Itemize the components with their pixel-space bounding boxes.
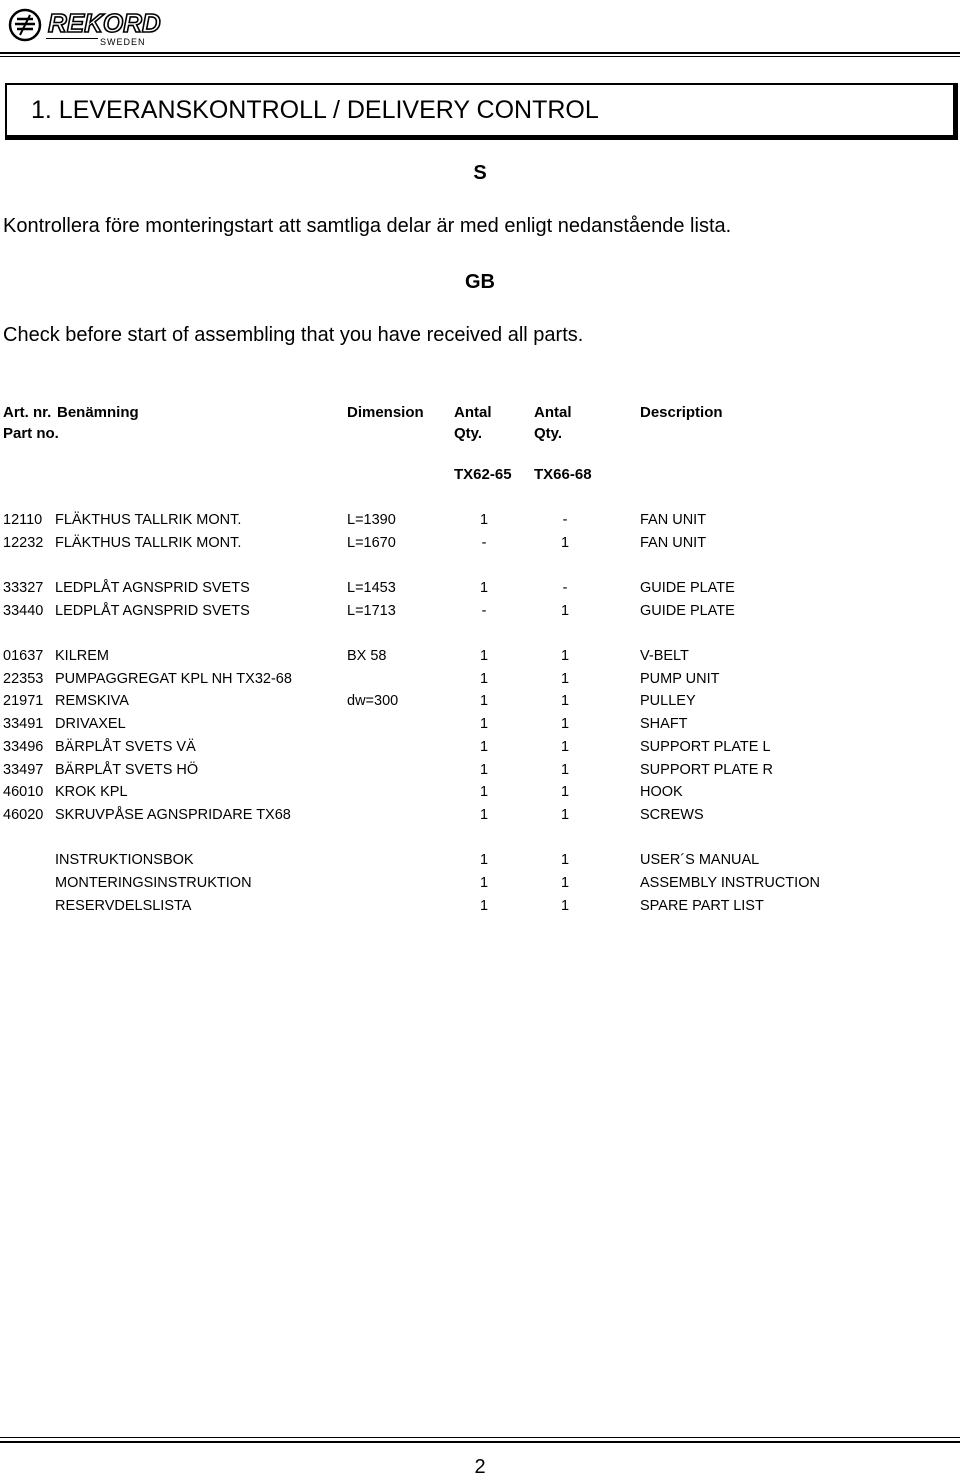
row-qty-tx66-68: - [562,512,568,528]
row-name: BÄRPLÅT SVETS VÄ [55,739,196,755]
header-rule [0,52,960,54]
header-qty2-en: Qty. [534,425,563,442]
row-description: HOOK [640,784,683,800]
header-qty2-sv: Antal [534,404,572,421]
row-name: SKRUVPÅSE AGNSPRIDARE TX68 [55,807,291,823]
row-qty-tx62-65: 1 [479,875,489,891]
row-dimension: L=1713 [347,603,396,619]
row-qty-tx62-65: 1 [479,716,489,732]
row-dimension: L=1390 [347,512,396,528]
brand-sub: SWEDEN [100,37,146,47]
row-art-no: 46010 [3,784,44,800]
row-dimension: dw=300 [347,693,399,709]
row-description: GUIDE PLATE [640,580,735,596]
header-dimension: Dimension [347,404,424,421]
row-description: FAN UNIT [640,512,707,528]
header-qty1-sv: Antal [454,404,492,421]
header-description: Description [640,404,723,421]
row-name: PUMPAGGREGAT KPL NH TX32-68 [55,671,292,687]
header-model-tx62-65: TX62-65 [454,466,512,483]
row-art-no: 33497 [3,762,44,778]
row-qty-tx62-65: 1 [479,512,489,528]
lang-label-s: S [473,162,487,184]
row-qty-tx62-65: 1 [479,671,489,687]
row-qty-tx66-68: 1 [560,603,570,619]
lang-label-gb: GB [465,271,495,293]
header-part-no: Part no. [3,425,59,442]
table-row [0,714,960,734]
row-art-no: 12232 [3,535,44,551]
row-qty-tx62-65: 1 [479,807,489,823]
row-qty-tx66-68: 1 [560,875,570,891]
row-art-no: 46020 [3,807,44,823]
table-row [0,782,960,802]
brand-name: REKORD [48,8,161,38]
row-name: INSTRUKTIONSBOK [55,852,194,868]
row-name: MONTERINGSINSTRUKTION [55,875,252,891]
row-qty-tx66-68: 1 [560,762,570,778]
header-art-no: Art. nr. [3,404,52,421]
table-row [0,669,960,689]
row-name: KROK KPL [55,784,128,800]
row-qty-tx66-68: 1 [560,671,570,687]
row-qty-tx66-68: 1 [560,716,570,732]
row-description: GUIDE PLATE [640,603,735,619]
table-row [0,578,960,598]
row-qty-tx66-68: 1 [560,807,570,823]
page-number: 2 [474,1456,486,1478]
row-description: V-BELT [640,648,689,664]
table-row [0,533,960,553]
table-row [0,646,960,666]
row-qty-tx66-68: 1 [560,535,570,551]
table-row [0,601,960,621]
section-banner [5,83,958,140]
header-name: Benämning [57,404,139,421]
row-name: REMSKIVA [55,693,129,709]
row-name: FLÄKTHUS TALLRIK MONT. [55,512,242,528]
row-qty-tx62-65: 1 [479,762,489,778]
row-description: SUPPORT PLATE L [640,739,771,755]
row-name: RESERVDELSLISTA [55,898,192,914]
row-qty-tx66-68: 1 [560,898,570,914]
footer-rule [0,1441,960,1443]
row-qty-tx62-65: 1 [479,898,489,914]
table-row [0,873,960,893]
row-description: PULLEY [640,693,696,709]
row-qty-tx62-65: - [481,535,487,551]
section-title: 1. LEVERANSKONTROLL / DELIVERY CONTROL [31,96,599,124]
row-dimension: L=1670 [347,535,396,551]
row-art-no: 33440 [3,603,44,619]
table-row [0,760,960,780]
row-qty-tx66-68: - [562,580,568,596]
row-name: FLÄKTHUS TALLRIK MONT. [55,535,242,551]
row-art-no: 22353 [3,671,44,687]
row-art-no: 33496 [3,739,44,755]
row-description: ASSEMBLY INSTRUCTION [640,875,820,891]
header-model-tx66-68: TX66-68 [534,466,592,483]
row-qty-tx66-68: 1 [560,784,570,800]
row-description: SUPPORT PLATE R [640,762,773,778]
row-qty-tx62-65: 1 [479,739,489,755]
rekord-logo [6,6,161,48]
row-name: DRIVAXEL [55,716,126,732]
header-rule-thin [0,56,960,57]
table-row [0,805,960,825]
row-description: FAN UNIT [640,535,707,551]
row-qty-tx66-68: 1 [560,739,570,755]
row-qty-tx62-65: 1 [479,648,489,664]
row-dimension: L=1453 [347,580,396,596]
table-row [0,510,960,530]
row-qty-tx62-65: - [481,603,487,619]
row-art-no: 12110 [3,512,43,528]
table-row [0,896,960,916]
row-qty-tx66-68: 1 [560,852,570,868]
footer-rule-thin [0,1437,960,1438]
table-row [0,850,960,870]
row-description: SHAFT [640,716,688,732]
row-art-no: 33327 [3,580,44,596]
row-qty-tx66-68: 1 [560,693,570,709]
row-qty-tx62-65: 1 [479,852,489,868]
header-qty1-en: Qty. [454,425,483,442]
row-name: BÄRPLÅT SVETS HÖ [55,762,199,778]
table-row [0,691,960,711]
instruction-sv: Kontrollera före monteringstart att samtliga delar är med enligt nedanstående lista. [3,215,732,237]
row-qty-tx62-65: 1 [479,580,489,596]
row-name: KILREM [55,648,109,664]
row-qty-tx66-68: 1 [560,648,570,664]
row-name: LEDPLÅT AGNSPRID SVETS [55,580,250,596]
instruction-en: Check before start of assembling that you have received all parts. [3,324,584,346]
row-description: SPARE PART LIST [640,898,764,914]
logo-rule [46,38,98,39]
row-qty-tx62-65: 1 [479,693,489,709]
rekord-emblem-icon [8,8,42,42]
row-name: LEDPLÅT AGNSPRID SVETS [55,603,250,619]
row-qty-tx62-65: 1 [479,784,489,800]
table-row [0,737,960,757]
row-art-no: 01637 [3,648,44,664]
row-description: PUMP UNIT [640,671,720,687]
row-art-no: 33491 [3,716,44,732]
row-description: SCREWS [640,807,704,823]
row-art-no: 21971 [3,693,44,709]
row-description: USER´S MANUAL [640,852,760,868]
row-dimension: BX 58 [347,648,387,664]
